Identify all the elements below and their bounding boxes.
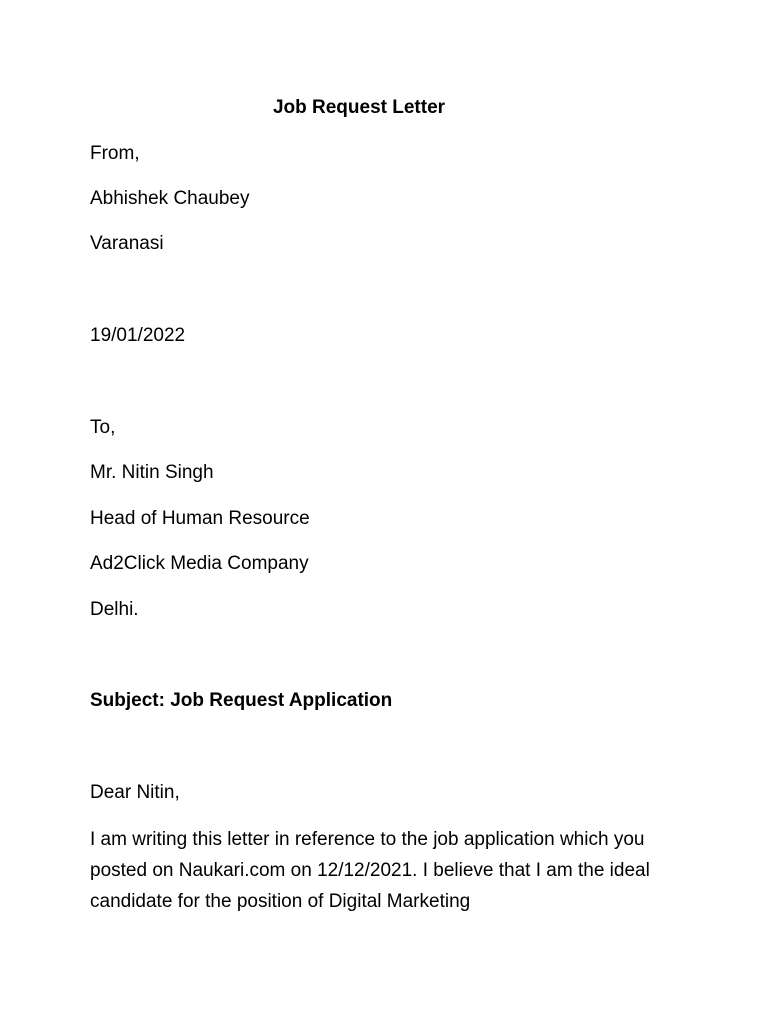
body-paragraph: I am writing this letter in reference to the job application which you posted on Naukari.com on 12/12/2021. I believe that I am the ideal candidate for the position of Digital Marketing [90,829,650,912]
from-label: From, [90,143,140,164]
to-label: To, [90,417,116,438]
letter-subject: Subject: Job Request Application [90,690,393,711]
salutation: Dear Nitin, [90,782,180,803]
letter-title: Job Request Letter [272,97,446,118]
sender-name: Abhishek Chaubey [90,188,250,209]
recipient-city: Delhi. [90,599,139,620]
recipient-title: Head of Human Resource [90,508,310,529]
letter-date: 19/01/2022 [90,325,186,346]
recipient-name: Mr. Nitin Singh [90,462,214,483]
sender-city: Varanasi [90,233,164,254]
recipient-company: Ad2Click Media Company [90,553,309,574]
